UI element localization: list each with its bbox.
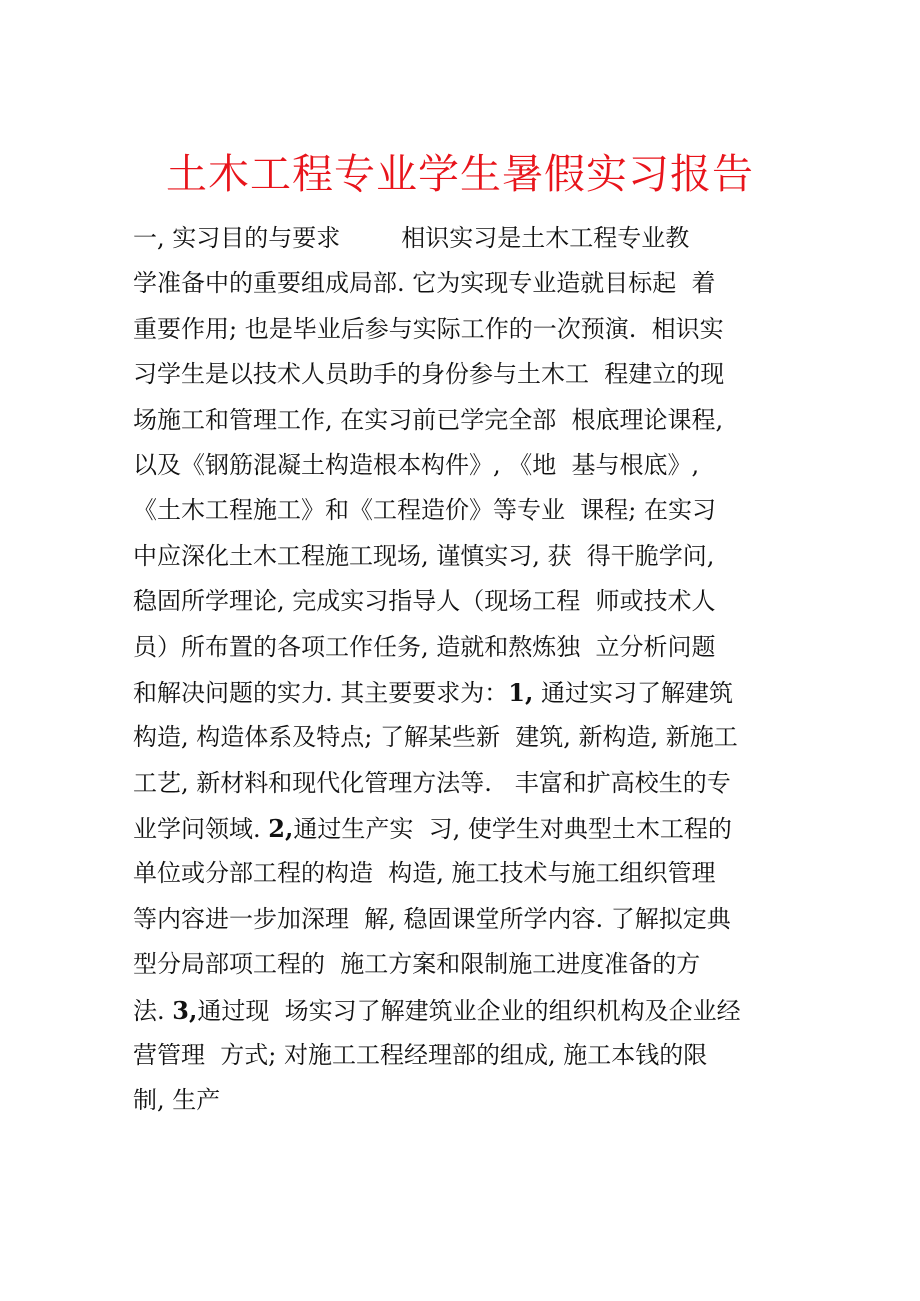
line-text: 营管理 方式; 对施工工程经理部的组成, 施工本钱的限 [133,1041,708,1070]
line-text-continued: 通过实习了解建筑 [533,678,733,707]
line-text: 《土木工程施工》和《工程造价》等专业 课程; 在实习 [133,496,716,525]
paragraph-line [133,398,793,443]
list-number: 3, [172,995,198,1025]
line-text: 工艺, 新材料和现代化管理方法等. 丰富和扩高校生的专 [133,768,731,797]
line-text: 一, 实习目的与要求 相识实习是土木工程专业教 [133,224,690,252]
line-text: 制, 生产 [133,1086,221,1115]
paragraph-line [133,715,793,760]
paragraph-line [133,579,793,624]
paragraph-line [133,988,793,1033]
document-title: 土木工程专业学生暑假实习报告 [166,150,754,198]
list-number: 1, [508,677,534,707]
paragraph-line [133,443,793,488]
paragraph-line [133,897,793,942]
line-text: 员）所布置的各项工作任务, 造就和熬炼独 立分析问题 [133,632,716,661]
line-text: 以及《钢筋混凝土构造根本构件》, 《地 基与根底》, [133,450,700,479]
line-text: 和解决问题的实力. 其主要要求为： [133,678,509,707]
line-text: 中应深化土木工程施工现场, 谨慎实习, 获 得干脆学问, [133,541,715,570]
line-text: 重要作用; 也是毕业后参与实际工作的一次预演. 相识实 [133,314,724,343]
paragraph-line [133,534,793,579]
line-text: 单位或分部工程的构造 构造, 施工技术与施工组织管理 [133,859,716,888]
line-text: 业学问领域. [133,815,269,844]
line-text: 法. [133,996,173,1025]
paragraph-line [133,761,793,806]
line-text: 稳固所学理论, 完成实习指导人（现场工程 师或技术人 [133,587,716,616]
paragraph-line [133,1078,793,1123]
paragraph-line [133,488,793,533]
document-body [133,216,793,1124]
paragraph-line [133,307,793,352]
paragraph-line [133,625,793,670]
line-text: 型分局部项工程的 施工方案和限制施工进度准备的方 [133,950,701,979]
paragraph-line [133,216,793,261]
line-text: 习学生是以技术人员助手的身份参与土木工 程建立的现 [133,360,725,389]
paragraph-line [133,670,793,715]
paragraph-line [133,1033,793,1078]
paragraph-line [133,942,793,987]
paragraph-line [133,806,793,851]
paragraph-line [133,261,793,306]
list-number: 2, [268,814,294,844]
paragraph-line [133,851,793,896]
line-text: 等内容进一步加深理 解, 稳固课堂所学内容. 了解拟定典 [133,904,731,933]
line-text: 学准备中的重要组成局部. 它为实现专业造就目标起 着 [133,269,716,298]
line-text-continued: 通过现 场实习了解建筑业企业的组织机构及企业经 [197,996,741,1025]
line-text: 构造, 构造体系及特点; 了解某些新 建筑, 新构造, 新施工 [133,723,738,752]
line-text-continued: 通过生产实 习, 使学生对典型土木工程的 [293,815,732,844]
paragraph-line [133,352,793,397]
line-text: 场施工和管理工作, 在实习前已学完全部 根底理论课程, [133,405,724,434]
